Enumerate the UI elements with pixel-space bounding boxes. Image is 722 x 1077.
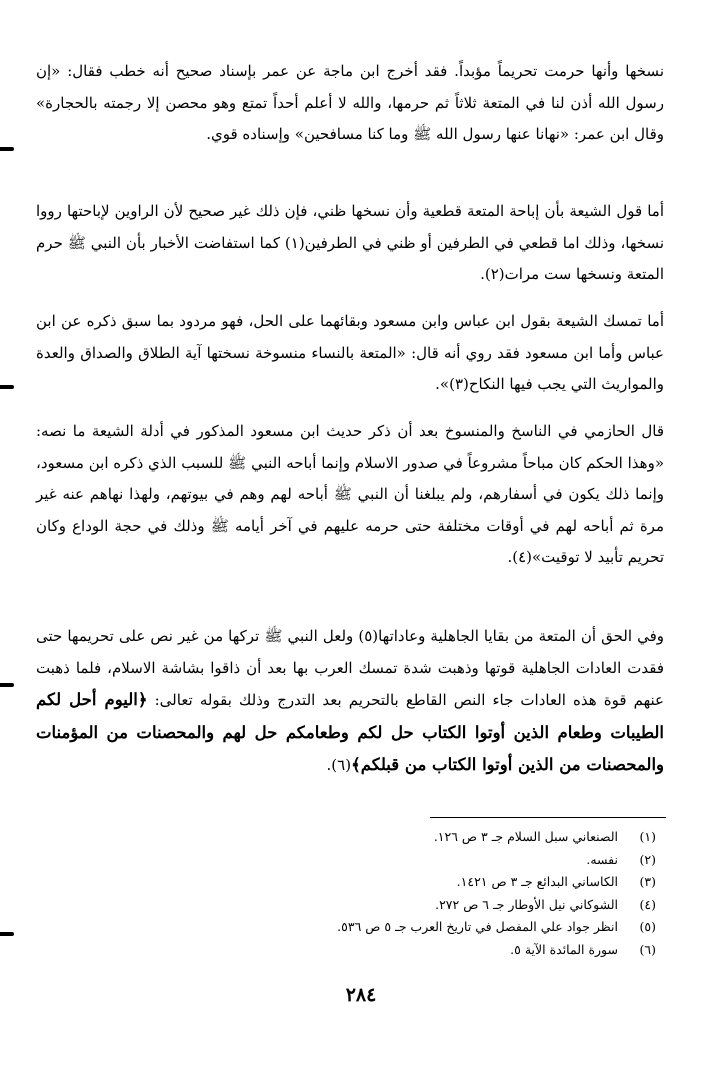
footnote-text: الكاساني البدائع جـ ٣ ص ١٤٢١.	[456, 874, 618, 889]
footnote-text: سورة المائدة الآية ٥.	[510, 941, 618, 957]
footnote-item	[220, 894, 656, 917]
paragraph-5-body: وفي الحق أن المتعة من بقايا الجاهلية وعاداتها(٥) ولعل النبي ﷺ تركها من غير نص على تحريمها حتى فقدت العادات الجاهلية قوتها وذهبت شدة تمسك العرب بها بعد أن ذاقوا بشاشة الاسلام، فلما ذهبت عنهم قوة هذه العادات جاء النص القاطع بالتحريم بعد التدرج وذلك بقوله تعالى:	[36, 627, 664, 709]
paragraph-5	[36, 621, 664, 782]
footnote-number: (٥)	[639, 919, 656, 934]
scan-margin-mark	[0, 932, 14, 936]
footnote-number: (١)	[639, 829, 656, 844]
footnote-separator	[430, 817, 666, 818]
paragraph-3: أما تمسك الشيعة بقول ابن عباس وابن مسعود وبقائهما على الحل، فهو مردود بما سبق ذكره عن ابن عباس وأما ابن مسعود فقد روي أنه قال: «المتعة بالنساء منسوخة نسختها آية الطلاق والصداق والعدة والمواريث التي يجب فيها النكاح(٣)».	[36, 312, 664, 393]
scan-margin-mark	[0, 147, 14, 151]
footnote-number: (٢)	[639, 851, 656, 867]
footnote-number: (٤)	[639, 896, 656, 912]
footnote-item	[220, 916, 656, 939]
page-number: ٢٨٤	[345, 984, 377, 1006]
scan-margin-mark	[0, 385, 14, 389]
footnote-number: (٣)	[639, 874, 656, 889]
footnote-number: (٦)	[639, 941, 656, 957]
footnote-text: انظر جواد علي المفصل في تاريخ العرب جـ ٥ ص ٥٣٦.	[337, 919, 618, 934]
paragraph-1: نسخها وأنها حرمت تحريماً مؤبداً. فقد أخرج ابن ماجة عن عمر بإسناد صحيح أنه خطب فقال: «إن رسول الله أذن لنا في المتعة ثلاثاً ثم حرمها، والله لا أعلم أحداً تمتع وهو محصن إلا رجمته بالحجارة» وقال ابن عمر: «نهانا عنها رسول الله ﷺ وما كنا مسافحين» وإسناده قوي.	[36, 62, 664, 143]
footnote-text: نفسه.	[586, 851, 618, 867]
footnote-text: الصنعاني سبل السلام جـ ٣ ص ١٢٦.	[433, 829, 618, 844]
footnote-item	[220, 849, 656, 872]
paragraph-2: أما قول الشيعة بأن إباحة المتعة قطعية وأن نسخها ظني، فإن ذلك غير صحيح لأن الراوين لإباحتها رووا نسخها، وذلك اما قطعي في الطرفين أو ظني في الطرفين(١) كما استفاضت الأخبار بأن النبي ﷺ حرم المتعة ونسخها ست مرات(٢).	[36, 202, 665, 283]
footnote-item	[220, 826, 656, 849]
footnotes	[220, 826, 656, 961]
verse-footnote-ref: (٦).	[326, 756, 352, 774]
quran-verse: ﴿اليوم أحل لكم الطيبات وطعام الذين أوتوا الكتاب حل لكم وطعامكم حل لهم والمحصنات من المؤمنات والمحصنات من الذين أوتوا الكتاب من قبلكم﴾	[36, 690, 664, 774]
scan-margin-mark	[0, 683, 14, 687]
footnote-item	[220, 871, 656, 894]
footnote-item	[220, 939, 656, 962]
paragraph-4: قال الحازمي في الناسخ والمنسوخ بعد أن ذكر حديث ابن مسعود المذكور في أدلة الشيعة ما نصه: «وهذا الحكم كان مباحاً مشروعاً في صدور الاسلام وإنما أباحه النبي ﷺ للسبب الذي ذكره ابن مسعود، وإنما ذلك يكون في أسفارهم، ولم يبلغنا أن النبي ﷺ أباحه لهم وهم في بيوتهم، ولهذا نهاهم عنه غير مرة ثم أباحه لهم في أوقات مختلفة حتى حرمه عليهم في آخر أيامه ﷺ وذلك في حجة الوداع وكان تحريم تأبيد لا توقيت»(٤).	[36, 422, 664, 566]
footnote-text: الشوكاني نيل الأوطار جـ ٦ ص ٢٧٢.	[435, 896, 618, 912]
